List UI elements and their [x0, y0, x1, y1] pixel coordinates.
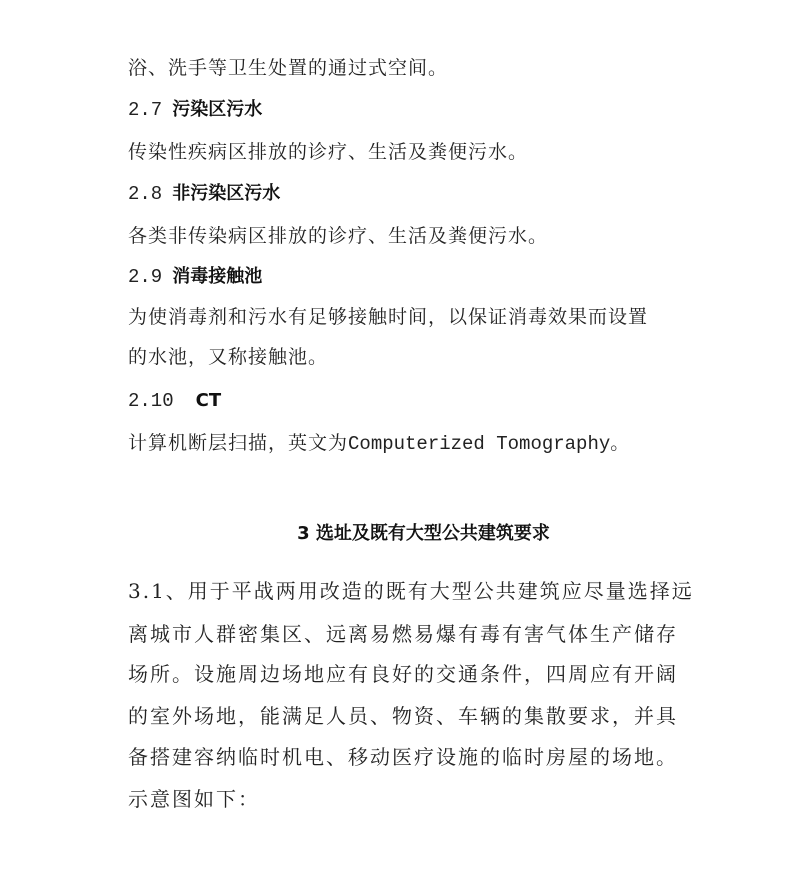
definition-continuation: 浴、洗手等卫生处置的通过式空间。: [128, 57, 449, 79]
term-2-8-heading: [128, 180, 280, 207]
term-2-7-definition: 传染性疾病区排放的诊疗、生活及粪便污水。: [128, 141, 529, 163]
term-number: 2.8: [128, 183, 163, 205]
term-number: 2.9: [128, 266, 163, 288]
term-name: 消毒接触池: [172, 266, 263, 287]
term-name: 污染区污水: [172, 99, 263, 120]
term-2-8-definition: 各类非传染病区排放的诊疗、生活及粪便污水。: [128, 225, 549, 247]
paragraph-line: 示意图如下：: [128, 787, 260, 811]
definition-end: 。: [610, 432, 631, 454]
term-2-9-definition-line-2: 的水池，又称接触池。: [128, 346, 329, 368]
definition-text: 计算机断层扫描，英文为: [128, 432, 349, 454]
term-name: CT: [195, 390, 222, 411]
paragraph-line: 场所。设施周边场地应有良好的交通条件，四周应有开阔: [128, 662, 678, 686]
term-number: 2.10: [128, 390, 174, 412]
definition-english-term: Computerized Tomography: [348, 433, 611, 455]
term-2-9-heading: [128, 263, 262, 290]
term-2-10-heading: [128, 387, 221, 414]
paragraph-line: 备搭建容纳临时机电、移动医疗设施的临时房屋的场地。: [128, 745, 678, 769]
paragraph-line: 离城市人群密集区、远离易燃易爆有毒有害气体生产储存: [128, 622, 678, 646]
paragraph-line: 3.1、用于平战两用改造的既有大型公共建筑应尽量选择远: [128, 579, 694, 603]
paragraph-line: 的室外场地，能满足人员、物资、车辆的集散要求，并具: [128, 704, 678, 728]
term-name: 非污染区污水: [172, 183, 281, 204]
term-2-9-definition-line-1: 为使消毒剂和污水有足够接触时间，以保证消毒效果而设置: [128, 306, 649, 328]
term-2-7-heading: [128, 96, 262, 123]
term-2-10-definition: [128, 430, 630, 457]
term-number: 2.7: [128, 99, 163, 121]
section-3-title: 3 选址及既有大型公共建筑要求: [297, 523, 550, 544]
